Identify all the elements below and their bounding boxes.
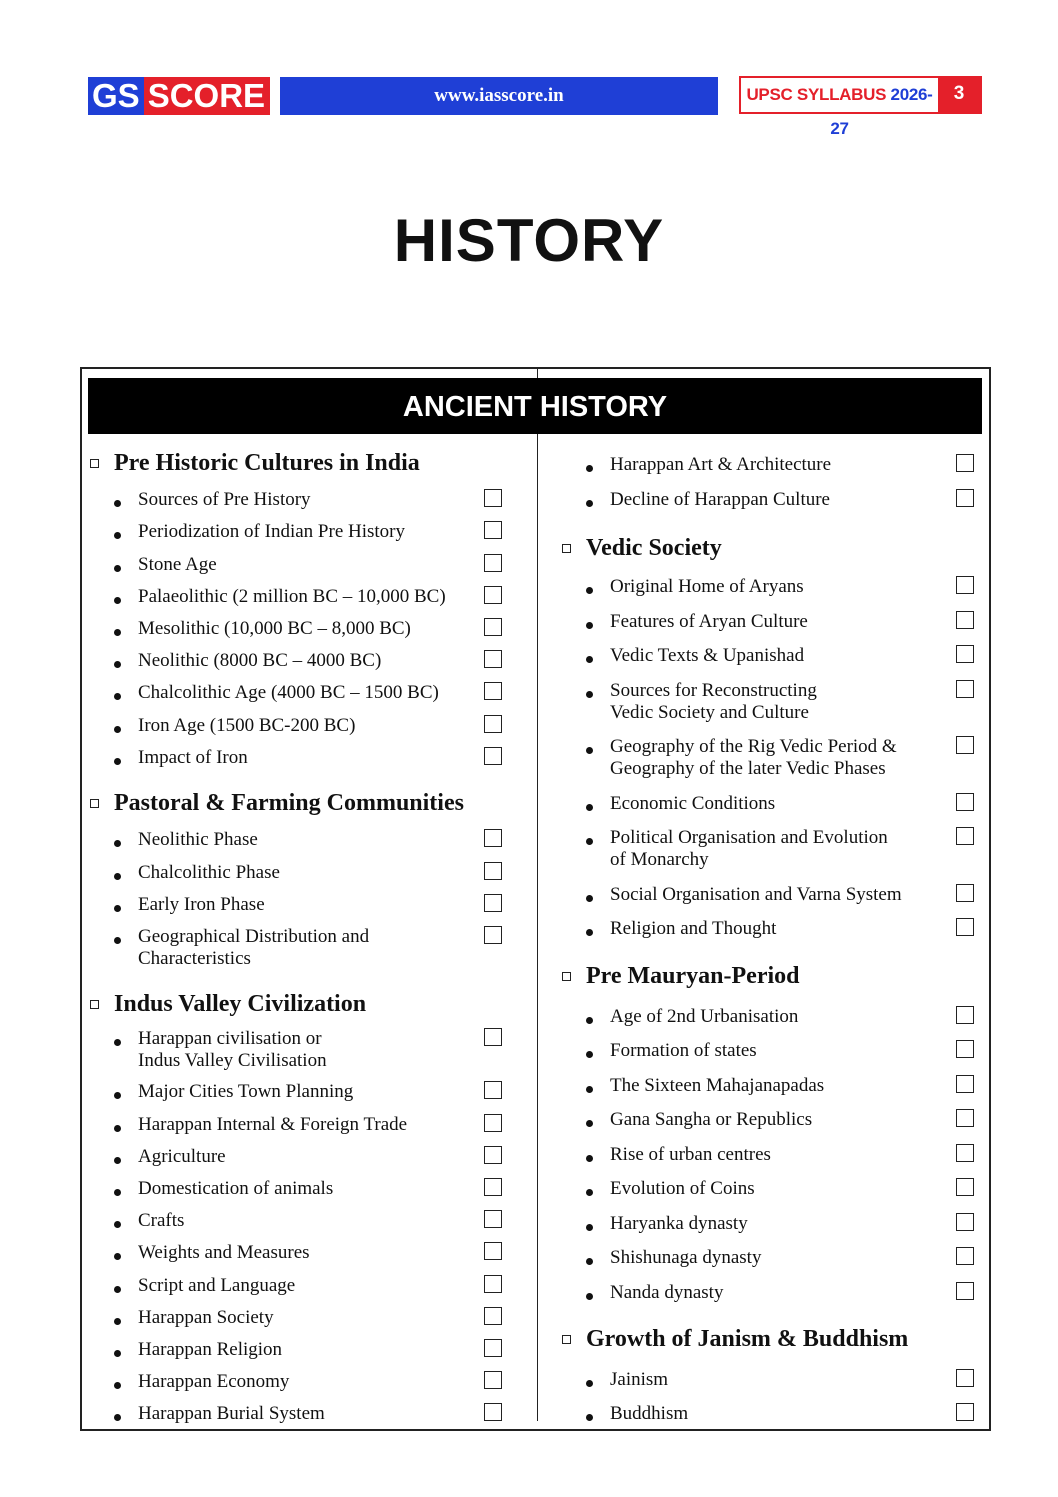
item-label: Iron Age (1500 BC-200 BC) [138,715,356,736]
item-label: Sources of Pre History [138,489,311,510]
checkbox[interactable] [956,884,974,902]
bullet-icon [586,1258,593,1265]
item-label: Religion and Thought [610,918,777,939]
checkbox[interactable] [484,1146,502,1164]
checkbox[interactable] [484,1403,502,1421]
bullet-icon [586,500,593,507]
square-bullet-icon [562,1335,571,1344]
item-label: Harappan Economy [138,1371,290,1392]
bullet-icon [586,1380,593,1387]
bullet-icon [114,1382,121,1389]
checkbox[interactable] [484,926,502,944]
item-label: Domestication of animals [138,1178,334,1199]
checkbox[interactable] [956,1213,974,1231]
bullet-icon [586,1086,593,1093]
bullet-icon [114,532,121,539]
checkbox[interactable] [484,715,502,733]
checkbox[interactable] [484,521,502,539]
bullet-icon [586,1414,593,1421]
item-label: Features of Aryan Culture [610,611,808,632]
topic-heading [560,1324,908,1354]
bullet-icon [114,1125,121,1132]
square-bullet-icon [90,459,99,468]
gs-score-logo [88,77,270,115]
topic-heading [560,961,800,991]
checkbox[interactable] [956,1144,974,1162]
badge-upsc: UPSC SYLLABUS [746,85,891,104]
checkbox[interactable] [484,1210,502,1228]
square-bullet-icon [90,1000,99,1009]
checkbox[interactable] [484,1307,502,1325]
bullet-icon [586,747,593,754]
checkbox[interactable] [956,454,974,472]
item-label: Mesolithic (10,000 BC – 8,000 BC) [138,618,411,639]
checkbox[interactable] [484,618,502,636]
topic-heading [88,448,420,478]
item-label: Early Iron Phase [138,894,265,915]
checkbox[interactable] [956,793,974,811]
item-label: Script and Language [138,1275,296,1296]
square-bullet-icon [90,799,99,808]
item-label: Neolithic Phase [138,829,258,850]
syllabus-badge [739,76,982,138]
checkbox[interactable] [956,489,974,507]
checkbox[interactable] [484,1371,502,1389]
item-label: Geography of the Rig Vedic Period & Geography of the later Vedic Phases [610,736,897,779]
bullet-icon [114,1221,121,1228]
bullet-icon [586,622,593,629]
checkbox[interactable] [956,1247,974,1265]
bullet-icon [114,500,121,507]
item-label: Chalcolithic Age (4000 BC – 1500 BC) [138,682,439,703]
bullet-icon [114,1318,121,1325]
bullet-icon [586,838,593,845]
checkbox[interactable] [484,650,502,668]
topic-label: Pre Historic Cultures in India [114,449,420,476]
checkbox[interactable] [484,894,502,912]
item-label: Gana Sangha or Republics [610,1109,813,1130]
checkbox[interactable] [956,1040,974,1058]
bullet-icon [114,693,121,700]
item-label: Major Cities Town Planning [138,1081,354,1102]
checkbox[interactable] [484,1275,502,1293]
checkbox[interactable] [956,576,974,594]
checkbox[interactable] [956,918,974,936]
bullet-icon [114,840,121,847]
bullet-icon [586,804,593,811]
checkbox[interactable] [484,829,502,847]
bullet-icon [114,937,121,944]
topic-heading [88,788,464,818]
bullet-icon [114,1039,121,1046]
bullet-icon [114,726,121,733]
checkbox[interactable] [484,862,502,880]
topic-label: Vedic Society [586,534,722,561]
topic-label: Pastoral & Farming Communities [114,789,464,816]
badge-text [741,78,938,138]
bullet-icon [586,465,593,472]
item-label: Harappan Religion [138,1339,283,1360]
item-label: Evolution of Coins [610,1178,755,1199]
item-label: Economic Conditions [610,793,776,814]
bullet-icon [114,565,121,572]
item-label: Harappan Art & Architecture [610,454,832,475]
checkbox[interactable] [956,827,974,845]
item-label: Sources for Reconstructing Vedic Society and Culture [610,680,817,723]
bullet-icon [114,1350,121,1357]
checkbox[interactable] [956,1403,974,1421]
item-label: Age of 2nd Urbanisation [610,1006,799,1027]
item-label: Original Home of Aryans [610,576,804,597]
website-url: www.iasscore.in [280,77,718,115]
item-label: Geographical Distribution and Characteristics [138,926,370,969]
checkbox[interactable] [956,736,974,754]
topic-label: Pre Mauryan-Period [586,962,800,989]
checkbox[interactable] [956,1109,974,1127]
bullet-icon [586,1189,593,1196]
item-label: Rise of urban centres [610,1144,771,1165]
square-bullet-icon [562,972,571,981]
bullet-icon [586,929,593,936]
item-label: Weights and Measures [138,1242,310,1263]
bullet-icon [586,1224,593,1231]
checkbox[interactable] [484,747,502,765]
checkbox[interactable] [484,554,502,572]
bullet-icon [114,597,121,604]
item-label: Social Organisation and Varna System [610,884,902,905]
bullet-icon [114,1414,121,1421]
item-label: Neolithic (8000 BC – 4000 BC) [138,650,382,671]
bullet-icon [586,1120,593,1127]
checkbox[interactable] [484,1178,502,1196]
topic-label: Growth of Janism & Buddhism [586,1325,909,1352]
item-label: Formation of states [610,1040,757,1061]
column-divider [537,367,538,1421]
item-label: Harappan Internal & Foreign Trade [138,1114,408,1135]
item-label: Jainism [610,1369,669,1390]
checkbox[interactable] [956,611,974,629]
checkbox[interactable] [484,1339,502,1357]
checkbox[interactable] [484,682,502,700]
bullet-icon [114,1157,121,1164]
item-label: Chalcolithic Phase [138,862,280,883]
checkbox[interactable] [956,1178,974,1196]
bullet-icon [586,895,593,902]
bullet-icon [586,1293,593,1300]
badge-year: 2026-27 [830,85,933,138]
bullet-icon [114,1286,121,1293]
checkbox[interactable] [956,680,974,698]
checkbox[interactable] [484,1081,502,1099]
checkbox[interactable] [956,1369,974,1387]
item-label: Haryanka dynasty [610,1213,748,1234]
bullet-icon [586,1017,593,1024]
bullet-icon [114,873,121,880]
checkbox[interactable] [484,1114,502,1132]
bullet-icon [114,1189,121,1196]
checkbox[interactable] [956,1282,974,1300]
logo-score-text: SCORE [144,77,270,115]
topic-label: Indus Valley Civilization [114,990,367,1017]
checkbox[interactable] [484,1242,502,1260]
topic-heading [88,989,366,1019]
bullet-icon [114,905,121,912]
item-label: Decline of Harappan Culture [610,489,830,510]
square-bullet-icon [562,544,571,553]
checkbox[interactable] [956,1006,974,1024]
item-label: Agriculture [138,1146,226,1167]
bullet-icon [114,758,121,765]
item-label: Shishunaga dynasty [610,1247,762,1268]
bullet-icon [586,656,593,663]
bullet-icon [586,1155,593,1162]
bullet-icon [114,1253,121,1260]
checkbox[interactable] [956,1075,974,1093]
item-label: Buddhism [610,1403,689,1424]
item-label: Stone Age [138,554,217,575]
item-label: Palaeolithic (2 million BC – 10,000 BC) [138,586,446,607]
page-number: 3 [938,78,980,112]
item-label: Nanda dynasty [610,1282,724,1303]
bullet-icon [114,661,121,668]
logo-gs-text: GS [88,77,144,115]
item-label: Periodization of Indian Pre History [138,521,406,542]
item-label: Harappan civilisation or Indus Valley Civilisation [138,1028,327,1071]
bullet-icon [114,629,121,636]
checkbox[interactable] [956,645,974,663]
bullet-icon [586,1051,593,1058]
item-label: Vedic Texts & Upanishad [610,645,805,666]
item-label: Harappan Burial System [138,1403,325,1424]
bullet-icon [586,587,593,594]
bullet-icon [586,691,593,698]
topic-heading [560,533,722,563]
bullet-icon [114,1092,121,1099]
item-label: Political Organisation and Evolution of Monarchy [610,827,888,870]
checkbox[interactable] [484,586,502,604]
checkbox[interactable] [484,489,502,507]
item-label: Impact of Iron [138,747,248,768]
item-label: The Sixteen Mahajanapadas [610,1075,825,1096]
item-label: Crafts [138,1210,185,1231]
item-label: Harappan Society [138,1307,274,1328]
checkbox[interactable] [484,1028,502,1046]
page-title: HISTORY [393,207,665,274]
section-heading: ANCIENT HISTORY [88,378,982,434]
